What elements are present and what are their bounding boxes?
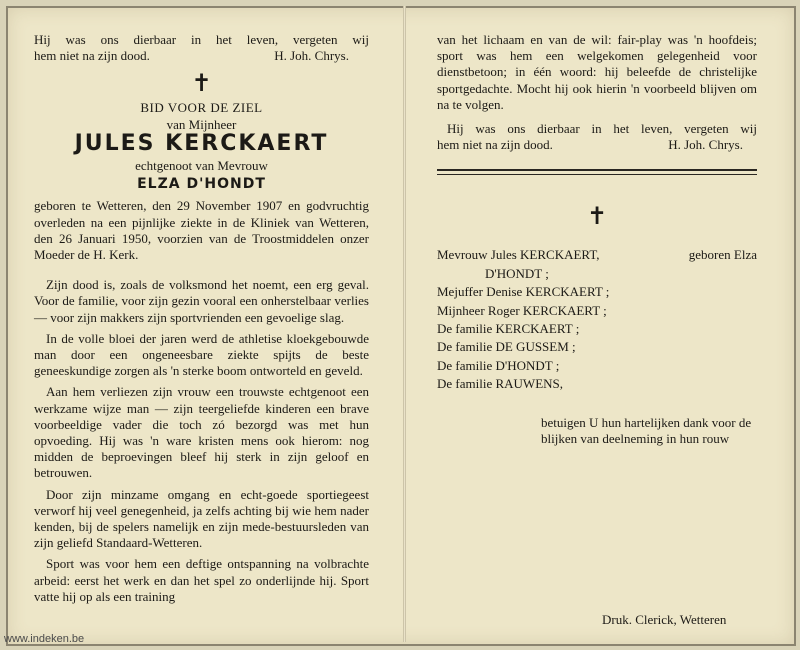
- paragraph-5: Sport was voor hem een deftige ontspanning na volbrachte arbeid: eerst het werk en dan het spel zo onderlijnde hij. Sport vatte hij op als een training: [34, 556, 369, 604]
- family-widow-maiden: D'HONDT ;: [485, 265, 549, 281]
- printer-credit: Druk. Clerick, Wetteren: [602, 612, 727, 627]
- van-mijnheer: van Mijnheer: [166, 116, 237, 132]
- divider-thin: [437, 174, 757, 175]
- prayer-heading: BID VOOR DE ZIEL: [140, 100, 263, 116]
- family-member: De familie D'HONDT ;: [437, 357, 560, 373]
- paragraph-3: Aan hem verliezen zijn vrouw een trouwste echtgenoot een werkzame wijze man — zijn teergeliefde kinderen een brave voorbeeldige vader die toch zó bezorgd was met hun opvoeding. Hij was 'n ware kristen mens ook hierom: nog midden de beproevingen bleef hij sterk in zijn geloof en betrouwen.: [34, 384, 369, 481]
- family-member: Mijnheer Roger KERCKAERT ;: [437, 302, 607, 318]
- family-member: De familie KERCKAERT ;: [437, 321, 580, 337]
- quote-line-1-repeat: Hij was ons dierbaar in het leven, vergeten wij: [447, 121, 757, 137]
- paragraph-4: Door zijn minzame omgang en echt-goede sportiegeest verworf hij veel genegenheid, ja zelfs achting bij wie hem nader kenden, bij de spelers namelijk en zijn mede-bestuursleden van zijn geliefd Standaard-Wetteren.: [34, 486, 369, 551]
- biography: geboren te Wetteren, den 29 November 1907 en godvruchtig overleden na een pijnlijke ziekte in de Kliniek van Wetteren, den 26 Januari 1950, voorzien van de Troostmiddelen onzer Moeder de H. Kerk.: [34, 198, 369, 263]
- closing-quote: [437, 121, 757, 153]
- quote-line-2: hem niet na zijn dood.: [34, 48, 150, 64]
- family-member: Mejuffer Denise KERCKAERT ;: [437, 284, 610, 300]
- cross-icon-right: ✝: [586, 204, 608, 231]
- quote-author-repeat: H. Joh. Chrys.: [668, 137, 743, 153]
- spouse-name: ELZA D'HONDT: [137, 176, 266, 193]
- continuation-text: van het lichaam en van de wil: fair-play was 'n hoofdeis; sport was hem een welgekomen gelegenheid voor dienstbetoon; in één woord: hij beleefde de christelijke sportgedachte. Mocht hij ook hierin 'n voorbeeld blijven om na te volgen.: [437, 32, 757, 112]
- family-widow: Mevrouw Jules KERCKAERT,: [437, 247, 600, 263]
- family-widow-born: geboren Elza: [688, 247, 757, 263]
- cross-icon: ✝: [191, 71, 212, 98]
- spouse-intro: echtgenoot van Mevrouw: [135, 158, 268, 174]
- card-fold: [403, 6, 406, 642]
- right-panel: [437, 32, 757, 447]
- quote-line-2-repeat: hem niet na zijn dood.: [437, 137, 553, 153]
- family-list: [437, 247, 757, 392]
- family-member: De familie RAUWENS,: [437, 376, 564, 392]
- watermark: www.indeken.be: [4, 633, 85, 645]
- family-member: De familie DE GUSSEM ;: [437, 339, 576, 355]
- paragraph-1: Zijn dood is, zoals de volksmond het noemt, een erg geval. Voor de familie, voor zijn gezin vooral een onherstelbaar verlies — voor zijn makkers zijn sportvrienden een gevoelige slag.: [34, 277, 369, 325]
- opening-quote: [34, 32, 369, 64]
- deceased-name: JULES KERCKAERT: [74, 130, 329, 156]
- left-panel: [34, 32, 369, 610]
- divider-thick: [437, 169, 757, 171]
- paragraph-2: In de volle bloei der jaren werd de athletise kloekgebouwde man door een ongeneesbare ziekte spijts de beste geneeskundige zorgen als 'n sterke boom ontworteld en geveld.: [34, 330, 369, 379]
- quote-author: H. Joh. Chrys.: [274, 48, 349, 64]
- thanks-text: betuigen U hun hartelijken dank voor de blijken van deelneming in hun rouw: [541, 414, 752, 446]
- quote-line-1: Hij was ons dierbaar in het leven, vergeten wij: [34, 32, 369, 47]
